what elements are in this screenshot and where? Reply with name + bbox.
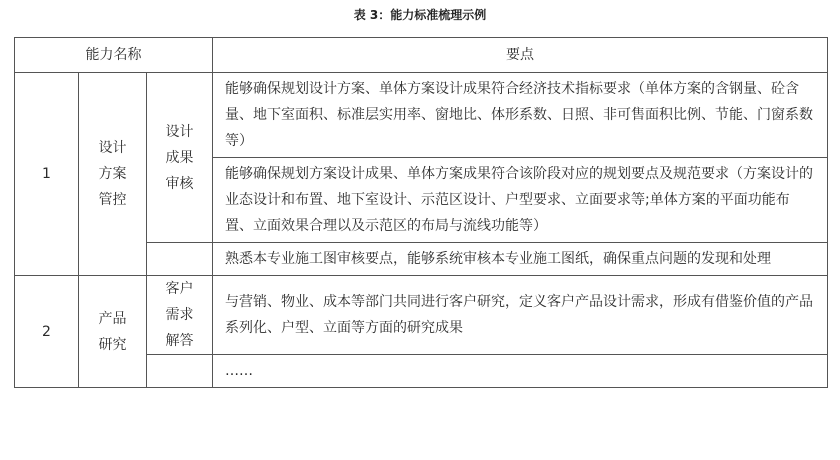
subcategory-line: 成果 [165, 149, 194, 166]
subcategory-cell [147, 73, 213, 243]
category-cell [79, 276, 147, 388]
header-key-points: 要点 [213, 38, 828, 73]
empty-subcategory-cell [147, 355, 213, 388]
table-row [15, 73, 828, 158]
category-line: 设计 [98, 140, 127, 156]
category-line: 研究 [98, 336, 127, 353]
category-line: 管控 [98, 192, 127, 208]
subcategory-line: 解答 [165, 333, 194, 349]
requirement-cell: 能够确保规划设计方案、单体方案设计成果符合经济技术指标要求（单体方案的含钢量、砼含量、地下室面积、标准层实用率、窗地比、体形系数、日照、非可售面积比例、节能、门窗系数等） [213, 73, 828, 158]
requirement-cell: 与营销、物业、成本等部门共同进行客户研究，定义客户产品设计需求，形成有借鉴价值的产品系列化、户型、立面等方面的研究成果 [213, 276, 828, 355]
subcategory-line: 客户 [165, 281, 194, 297]
requirement-cell: …… [213, 355, 828, 388]
category-cell [79, 73, 147, 276]
requirement-cell: 能够确保规划方案设计成果、单体方案成果符合该阶段对应的规划要点及规范要求（方案设计的业态设计和布置、地下室设计、示范区设计、户型要求、立面要求等;单体方案的平面功能布置、立面效果合理以及示范区的布局与流线功能等） [213, 158, 828, 243]
category-line: 方案 [98, 166, 127, 182]
subcategory-line: 审核 [165, 175, 194, 192]
requirement-cell: 熟悉本专业施工图审核要点，能够系统审核本专业施工图纸，确保重点问题的发现和处理 [213, 243, 828, 276]
subcategory-cell [147, 276, 213, 355]
row-number: 2 [15, 276, 79, 388]
row-number: 1 [15, 73, 79, 276]
ability-standard-table [14, 37, 828, 388]
table-caption: 表 3：能力标准梳理示例 [353, 8, 487, 22]
table-row [15, 276, 828, 355]
subcategory-line: 需求 [165, 307, 194, 323]
category-line: 产品 [98, 310, 127, 327]
table-header-row [15, 38, 828, 73]
header-ability-name: 能力名称 [15, 38, 213, 73]
empty-subcategory-cell [147, 243, 213, 276]
subcategory-line: 设计 [165, 123, 194, 140]
